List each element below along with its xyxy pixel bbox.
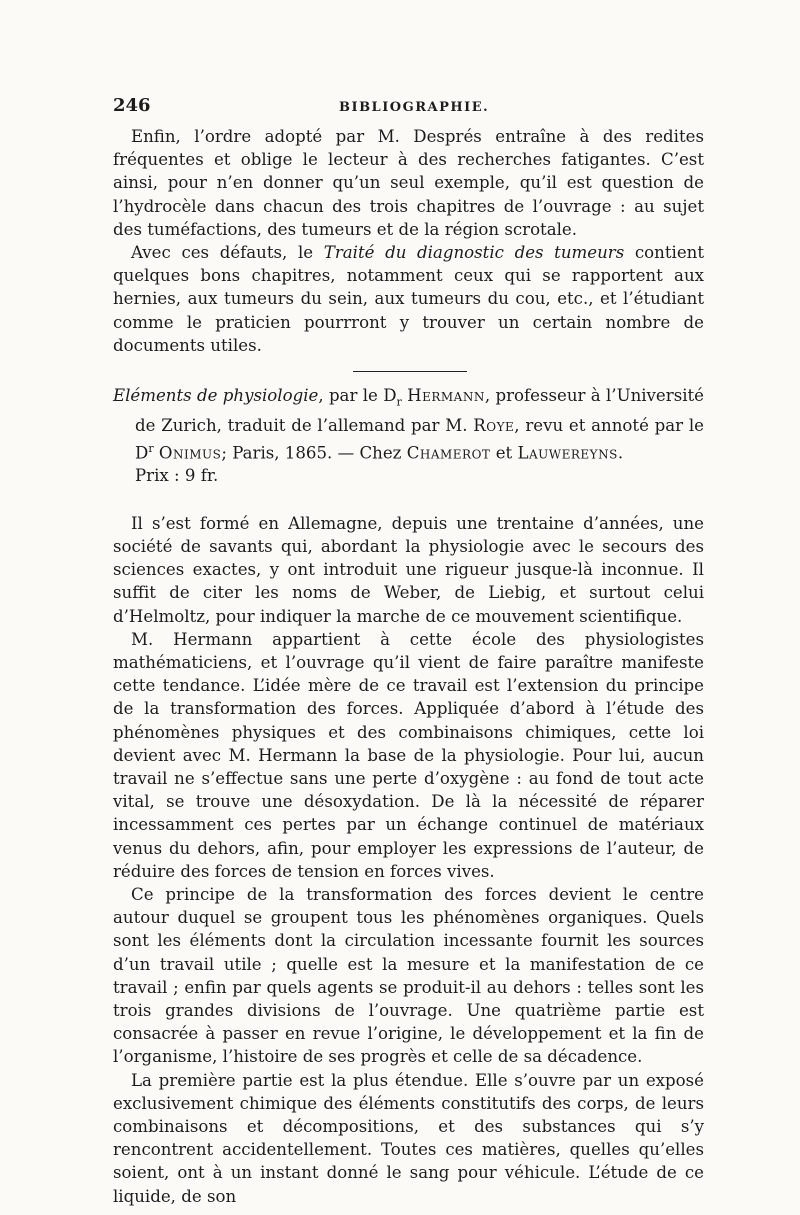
paragraph: M. Hermann appartient à cette école des physiologistes mathématiciens, et l’ouvrage qu’il vient de faire paraître manifeste cette tendance. L’idée mère de ce travail est l’extension du principe de la transformation des forces. Appliquée d’abord à l’étude des phénomènes physiques et des combinaisons chimiques, cette loi devient avec M. Hermann la base de la physiologie. Pour lui, aucun travail ne s’effectue sans une perte d’oxygène : au fond de tout acte vital, se trouve une désoxydation. De là la nécessité de réparer incessamment ces pertes par un échange continuel de matériaux venus du dehors, afin, pour employer les expressions de l’auteur, de réduire des forces de tension en forces vives. — [113, 629, 704, 881]
page-number: 246 — [113, 95, 151, 116]
bibliographic-entry — [113, 384, 704, 488]
paragraph: Ce principe de la transformation des forces devient le centre autour duquel se groupent tous les phénomènes organiques. Quels sont les éléments dont la circulation incessante fournit les sources d’un travail utile ; quelle est la mesure et la manifestation de ce travail ; enfin par quels agents se produit-il au dehors : telles sont les trois grandes divisions de l’ouvrage. Une quatrième partie est consacrée à passer en revue l’origine, le développement et la fin de l’organisme, l’histoire de ses progrès et celle de sa décadence. — [113, 884, 704, 1067]
text-run: . — [617, 443, 624, 463]
text-run: , par le D — [318, 386, 397, 406]
publisher-name: Chamerot — [406, 443, 491, 463]
author-name: Hermann — [407, 386, 485, 406]
price: Prix : 9 fr. — [135, 466, 219, 486]
publisher-name: Lauwereyns — [517, 443, 618, 463]
book-title: Traité du diagnostic des tumeurs — [323, 243, 625, 263]
text-run: et — [490, 443, 518, 463]
text-run: contient quelques bons chapitres, notamment ceux qui se rapportent aux hernies, aux tumeurs du sein, aux tumeurs du cou, etc., et l’étudiant comme le praticien pourrront y trouver un certain nombre de documents utiles. — [113, 243, 704, 355]
running-title: BIBLIOGRAPHIE. — [339, 100, 490, 115]
paragraph — [113, 241, 704, 357]
text-run: , professeur à l’Université de Zurich, traduit de l’allemand par M. — [135, 386, 704, 435]
spacer — [113, 488, 704, 512]
annotator-name: Onimus — [158, 443, 222, 463]
paragraph: Enfin, l’ordre adopté par M. Després entraîne à des redites fréquentes et oblige le lecteur à des recherches fatigantes. C’est ainsi, pour n’en donner qu’un seul exemple, qu’il est question de l’hydrocèle dans chacun des trois chapitres de l’ouvrage : au sujet des tuméfactions, des tumeurs et de la région scrotale. — [113, 127, 704, 239]
running-head — [113, 95, 704, 123]
entry-title: Eléments de physiologie — [113, 386, 319, 406]
text-run: ; Paris, 1865. — Chez — [221, 443, 407, 463]
text-run: Avec ces défauts, le — [131, 243, 324, 263]
translator-name: Roye — [473, 415, 515, 435]
paragraph: Il s’est formé en Allemagne, depuis une trentaine d’années, une société de savants qui, abordant la physiologie avec le secours des sciences exactes, y ont introduit une rigueur jusque-là inconnue. Il suffit de citer les noms de Weber, de Liebig, et surtout celui d’Helmoltz, pour indiquer la marche de ce mouvement scientifique. — [113, 513, 704, 626]
section-divider — [353, 371, 467, 372]
text-run: r — [148, 441, 154, 455]
text-run: r — [396, 395, 402, 409]
paragraph: La première partie est la plus étendue. Elle s’ouvre par un exposé exclusivement chimique des éléments constitutifs des corps, de leurs combinaisons et décompositions, et des substances qui s’y rencontrent accidentellement. Toutes ces matières, quelles qu’elles soient, ont à un instant donné le sang pour véhicule. L’étude de ce liquide, de son — [113, 1070, 704, 1206]
text-run: , revu et annoté par le D — [135, 415, 704, 463]
